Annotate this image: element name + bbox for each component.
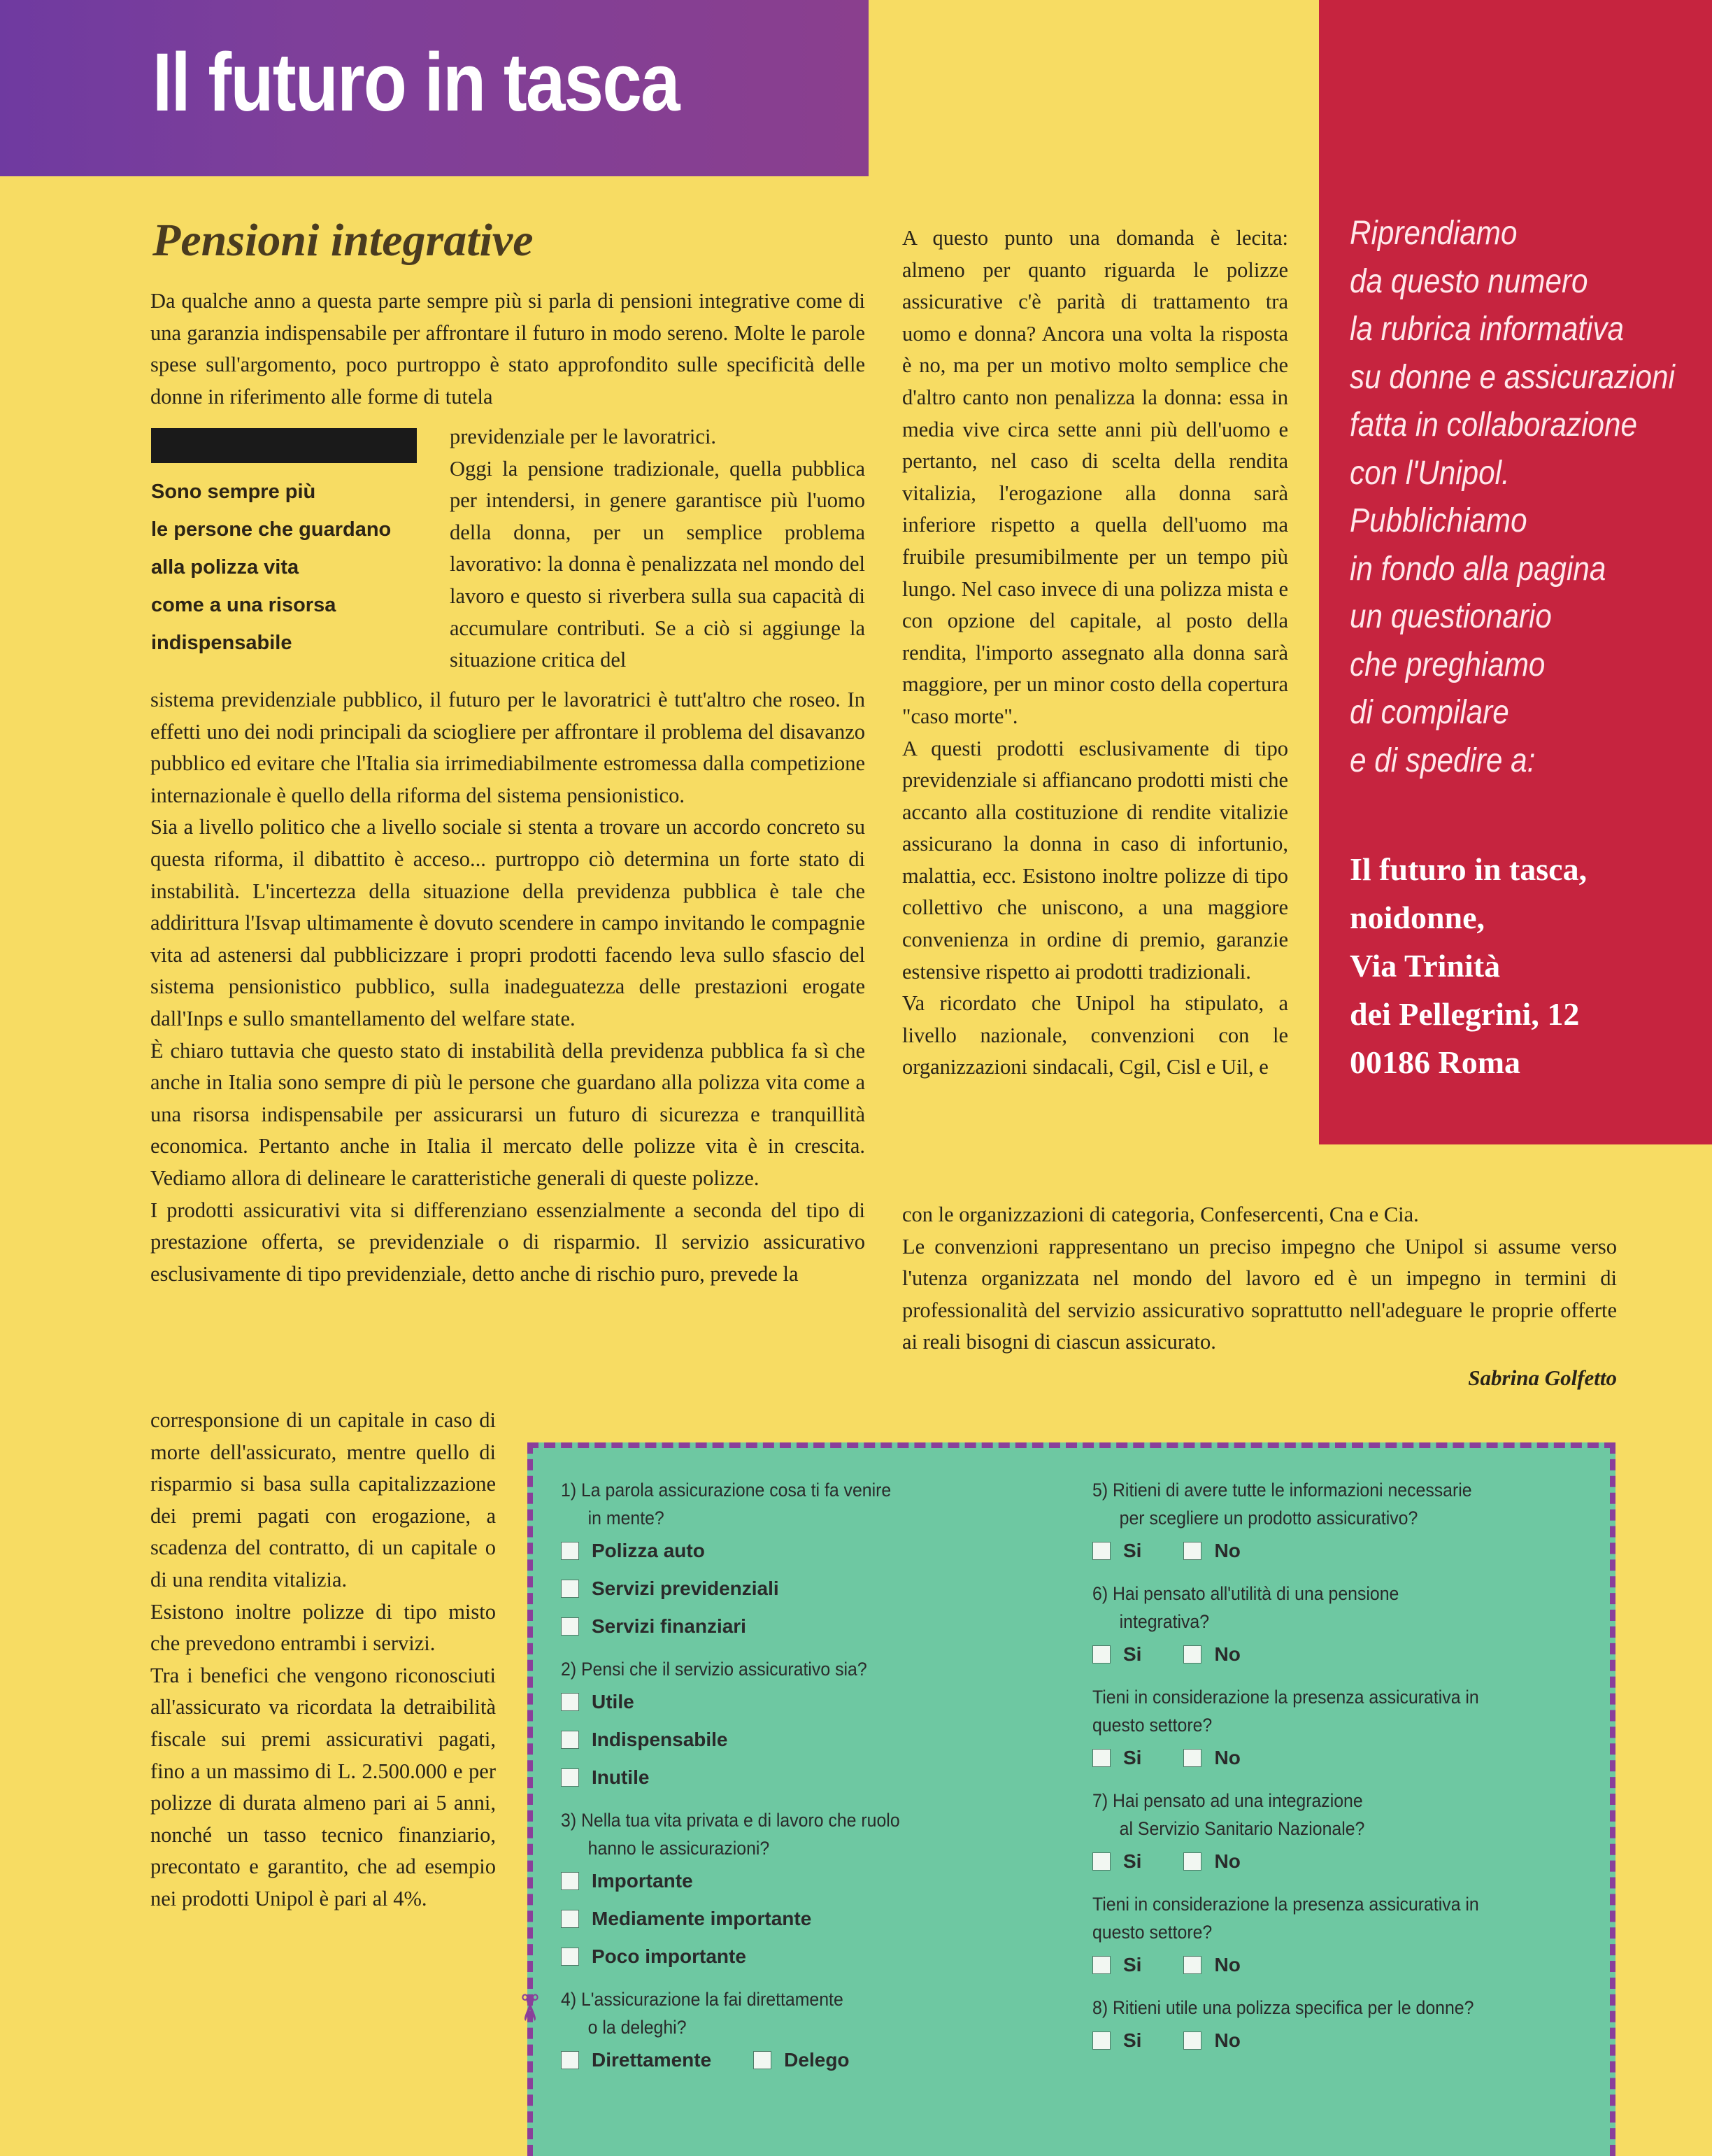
question-text: Tieni in considerazione la presenza assicurativa in (1092, 1687, 1479, 1708)
paragraph: Da qualche anno a questa parte sempre più si parla di pensioni integrative come di una garanzia indispensabile per affrontare il futuro in modo sereno. Molte le parole spese sull'argomento, poco purtroppo è stato approfondito sulle specificità delle donne in riferimento alle forme di tutela (150, 289, 865, 409)
author-signature: Sabrina Golfetto (1468, 1366, 1617, 1390)
checkbox[interactable] (1183, 1852, 1201, 1871)
sidebox-intro-line: con l'Unipol. (1350, 454, 1510, 492)
sidebox-intro-line: che preghiamo (1350, 646, 1546, 683)
option-si[interactable]: Si (1092, 1636, 1141, 1673)
question-text: integrativa? (1119, 1611, 1210, 1632)
option-importante[interactable]: Importante (561, 1862, 1064, 1900)
article-intro (150, 285, 865, 413)
option-delego[interactable]: Delego (753, 2041, 849, 2079)
option-servizi-previdenziali[interactable]: Servizi previdenziali (561, 1570, 1064, 1608)
address-line: Via Trinità (1350, 948, 1501, 984)
question-text: 1) La parola assicurazione cosa ti fa venire (561, 1480, 892, 1501)
paragraph: A questi prodotti esclusivamente di tipo previdenziale si affiancano prodotti misti che accanto alla costituzione di rendite vitalizie assicurano la donna in caso di infortunio, malattia, ecc. Esistono inoltre polizze di tipo collettivo che uniscono, a una maggiore convenienza in ordine di premio, garanzie estensive rispetto ai prodotti tradizionali. (902, 736, 1288, 984)
paragraph: Oggi la pensione tradizionale, quella pubblica per intendersi, in genere garantisce più l'uomo della donna, per un semplice problema lavorativo: la donna è penalizzata nel mondo del lavoro e questo si riverbera sulla sua capacità di accumulare contributi. Se a ciò si aggiunge la situazione critica del (450, 456, 865, 672)
question-text: al Servizio Sanitario Nazionale? (1119, 1818, 1365, 1839)
option-poco-importante[interactable]: Poco importante (561, 1938, 1064, 1976)
article-column-inset (450, 421, 865, 676)
checkbox[interactable] (561, 1872, 579, 1890)
checkbox[interactable] (1092, 1542, 1111, 1560)
checkbox[interactable] (1183, 1749, 1201, 1767)
option-si[interactable]: Si (1092, 1532, 1141, 1570)
pull-quote-line: come a una risorsa (151, 594, 336, 616)
question-text: per scegliere un prodotto assicurativo? (1119, 1508, 1418, 1529)
checkbox[interactable] (561, 1768, 579, 1787)
question-text: in mente? (587, 1508, 664, 1529)
sidebox-intro-line: fatta in collaborazione (1350, 406, 1637, 444)
question-8 (1092, 1994, 1596, 2059)
sidebox-intro (1350, 210, 1699, 785)
question-text: 2) Pensi che il servizio assicurativo sia? (561, 1659, 867, 1680)
pull-quote (151, 473, 392, 662)
pull-quote-bar (151, 428, 417, 463)
sidebox-intro-line: un questionario (1350, 598, 1552, 635)
question-text: o la deleghi? (587, 2017, 687, 2038)
option-no[interactable]: No (1183, 1532, 1240, 1570)
pull-quote-line: le persone che guardano (151, 518, 392, 541)
mailing-address (1350, 845, 1699, 1086)
address-line: 00186 Roma (1350, 1044, 1521, 1080)
question-6b (1092, 1683, 1596, 1777)
checkbox[interactable] (561, 2051, 579, 2069)
option-utile[interactable]: Utile (561, 1683, 1064, 1721)
paragraph: con le organizzazioni di categoria, Confesercenti, Cna e Cia. (902, 1203, 1419, 1226)
sidebox-intro-line: da questo numero (1350, 262, 1588, 300)
sidebox-intro-line: in fondo alla pagina (1350, 550, 1606, 588)
question-3 (561, 1806, 1064, 1976)
paragraph: previdenziale per le lavoratrici. (450, 425, 717, 448)
option-no[interactable]: No (1183, 1739, 1240, 1777)
page-title: Il futuro in tasca (152, 36, 679, 129)
option-indispensabile[interactable]: Indispensabile (561, 1721, 1064, 1759)
option-no[interactable]: No (1183, 1946, 1240, 1984)
option-mediamente-importante[interactable]: Mediamente importante (561, 1900, 1064, 1938)
question-text: 6) Hai pensato all'utilità di una pensione (1092, 1583, 1399, 1604)
question-7 (1092, 1787, 1596, 1880)
question-4 (561, 1985, 1064, 2079)
question-6 (1092, 1580, 1596, 1673)
sidebox-intro-line: di compilare (1350, 694, 1509, 731)
paragraph: Va ricordato che Unipol ha stipulato, a livello nazionale, convenzioni con le organizzazioni sindacali, Cgil, Cisl e Uil, e (902, 991, 1288, 1079)
option-si[interactable]: Si (1092, 1739, 1141, 1777)
option-inutile[interactable]: Inutile (561, 1759, 1064, 1796)
paragraph: corresponsione di un capitale in caso di morte dell'assicurato, mentre quello di risparmio si basa sulla capitalizzazione dei premi pagati con erogazione, a scadenza del contratto, di un capitale o di una rendita vitalizia. (150, 1408, 496, 1591)
questionnaire-coupon (527, 1442, 1615, 2156)
paragraph: sistema previdenziale pubblico, il futuro per le lavoratrici è tutt'altro che roseo. In effetti uno dei nodi principali da sciogliere per affrontare il problema del disavanzo pubblico ed evitare che l'Italia sia irrimediabilmente estromessa dalla competizione internazionale è quello della riforma del sistema pensionistico. (150, 688, 865, 807)
option-no[interactable]: No (1183, 1843, 1240, 1880)
option-no[interactable]: No (1183, 1636, 1240, 1673)
checkbox[interactable] (1183, 2031, 1201, 2050)
question-1 (561, 1476, 1064, 1645)
checkbox[interactable] (561, 1580, 579, 1598)
paragraph: Tra i benefici che vengono riconosciuti all'assicurato va ricordata la detraibilità fiscale sui premi assicurativi pagati, fino a un massimo di L. 2.500.000 e per polizze di durata almeno pari ai 5 anni, nonché un tasso tecnico finanziario, precontato e garantito, che ad esempio nei prodotti Unipol è pari al 4%. (150, 1663, 496, 1910)
option-si[interactable]: Si (1092, 1946, 1141, 1984)
paragraph: È chiaro tuttavia che questo stato di instabilità della previdenza pubblica fa sì che anche in Italia sono sempre di più le persone che guardano alla polizza vita come a una risorsa indispensabile per assicurarsi un futuro di sicurezza e tranquillità economica. Pertanto anche in Italia il mercato delle polizze vita è in crescita. Vediamo allora di delineare le caratteristiche generali di queste polizze. (150, 1038, 865, 1190)
sidebox-intro-line: su donne e assicurazioni (1350, 358, 1675, 396)
question-text: questo settore? (1092, 1922, 1213, 1943)
question-5 (1092, 1476, 1596, 1570)
checkbox[interactable] (753, 2051, 771, 2069)
checkbox[interactable] (1183, 1956, 1201, 1974)
option-no[interactable]: No (1183, 2022, 1240, 2059)
checkbox[interactable] (561, 1693, 579, 1711)
address-line: Il futuro in tasca, (1350, 851, 1588, 887)
option-si[interactable]: Si (1092, 2022, 1141, 2059)
sidebox-intro-line: e di spedire a: (1350, 742, 1536, 779)
pull-quote-line: indispensabile (151, 632, 292, 654)
checkbox[interactable] (1092, 1956, 1111, 1974)
question-text: 4) L'assicurazione la fai direttamente (561, 1989, 843, 2010)
pull-quote-line: Sono sempre più (151, 481, 316, 503)
article-column-1 (150, 684, 865, 1290)
checkbox[interactable] (561, 1542, 579, 1560)
question-text: hanno le assicurazioni? (587, 1838, 770, 1859)
checkbox[interactable] (1183, 1645, 1201, 1664)
article-column-2-wide (902, 1199, 1617, 1359)
question-text: 7) Hai pensato ad una integrazione (1092, 1790, 1363, 1811)
question-text: 5) Ritieni di avere tutte le informazioni necessarie (1092, 1480, 1472, 1501)
paragraph: I prodotti assicurativi vita si differenziano essenzialmente a seconda del tipo di prestazione offerta, se previdenziale o di risparmio. Il servizio assicurativo esclusivamente di tipo previdenziale, detto anche di rischio puro, prevede la (150, 1198, 865, 1286)
question-text: Tieni in considerazione la presenza assicurativa in (1092, 1894, 1479, 1915)
scissors-icon: ✂ (507, 1992, 550, 2023)
checkbox[interactable] (561, 1910, 579, 1928)
question-text: 3) Nella tua vita privata e di lavoro che ruolo (561, 1810, 900, 1831)
questionnaire-left-column (561, 1476, 1064, 2089)
checkbox[interactable] (561, 1731, 579, 1749)
article-column-2 (902, 222, 1288, 1084)
checkbox[interactable] (561, 1617, 579, 1636)
sidebox-intro-line: Pubblichiamo (1350, 502, 1527, 539)
address-line: noidonne, (1350, 900, 1485, 935)
paragraph: Esistono inoltre polizze di tipo misto che prevedono entrambi i servizi. (150, 1599, 496, 1656)
checkbox[interactable] (1092, 1645, 1111, 1664)
questionnaire-right-column (1092, 1476, 1596, 2069)
info-sidebox (1319, 0, 1712, 1144)
question-text: 8) Ritieni utile una polizza specifica per le donne? (1092, 1997, 1474, 2018)
sidebox-intro-line: Riprendiamo (1350, 215, 1518, 252)
title-band (0, 0, 869, 176)
question-text: questo settore? (1092, 1715, 1213, 1736)
article-column-1-narrow (150, 1405, 496, 1915)
checkbox[interactable] (1092, 1749, 1111, 1767)
paragraph: A questo punto una domanda è lecita: almeno per quanto riguarda le polizze assicurative c'è parità di trattamento tra uomo e donna? Ancora una volta la risposta è no, ma per un motivo molto semplice che d'altro canto non penalizza la donna: essa in media vive circa sette anni più dell'uomo e pertanto, nel caso di scelta della rendita vitalizia, l'erogazione alla donna sarà inferiore rispetto a quella dell'uomo ma fruibile presumibilmente per un tempo più lungo. Nel caso invece di una polizza mista e con opzione del capitale, al posto della rendita, l'importo assegnato alla donna sarà maggiore, per un minor costo della copertura "caso morte". (902, 226, 1288, 728)
option-servizi-finanziari[interactable]: Servizi finanziari (561, 1608, 1064, 1645)
paragraph: Le convenzioni rappresentano un preciso impegno che Unipol si assume verso l'utenza organizzata nel mondo del lavoro ed è un impegno in termini di professionalità del servizio assicurativo soprattutto nell'adeguare le proprie offerte ai reali bisogni di ciascun assicurato. (902, 1234, 1617, 1354)
option-polizza-auto[interactable]: Polizza auto (561, 1532, 1064, 1570)
option-direttamente[interactable]: Direttamente (561, 2041, 711, 2079)
checkbox[interactable] (561, 1948, 579, 1966)
question-7b (1092, 1890, 1596, 1984)
sidebox-intro-line: la rubrica informativa (1350, 311, 1625, 348)
question-2 (561, 1655, 1064, 1796)
option-si[interactable]: Si (1092, 1843, 1141, 1880)
checkbox[interactable] (1092, 2031, 1111, 2050)
paragraph: Sia a livello politico che a livello sociale si stenta a trovare un accordo concreto su questa riforma, il dibattito è acceso... purtroppo ciò determina un forte stato di instabilità. L'incertezza della situazione della previdenza pubblica è tale che addirittura l'Isvap ultimamente è dovuto scendere in campo invitando le compagnie vita ad astenersi dal pubblicizzare i propri prodotti facendo leva sullo sfascio del sistema pensionistico pubblico, sulla inadeguatezza delle prestazioni erogate dall'Inps e sullo smantellamento del welfare state. (150, 815, 865, 1030)
checkbox[interactable] (1092, 1852, 1111, 1871)
article-subtitle: Pensioni integrative (152, 215, 534, 266)
checkbox[interactable] (1183, 1542, 1201, 1560)
pull-quote-line: alla polizza vita (151, 556, 299, 579)
address-line: dei Pellegrini, 12 (1350, 996, 1580, 1032)
